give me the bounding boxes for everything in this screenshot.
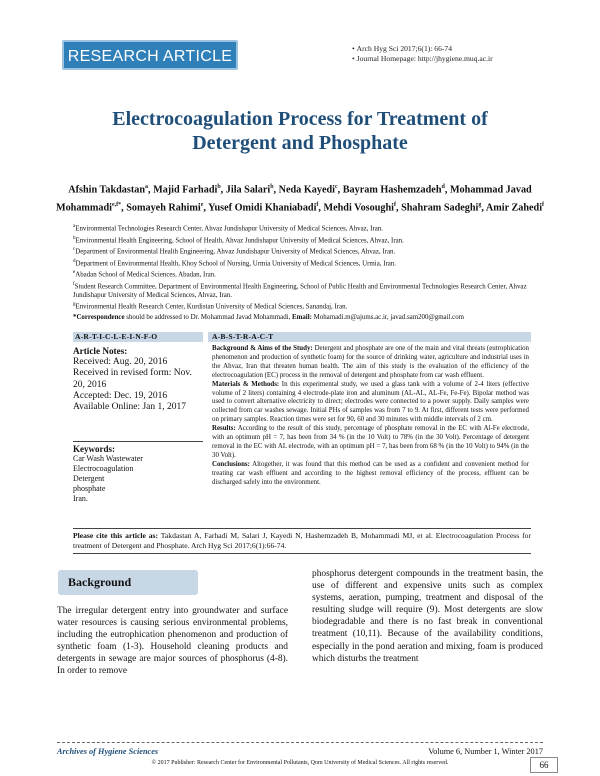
keyword: Car Wash Wastewater (73, 454, 143, 463)
footer-journal-name: Archives of Hygiene Sciences (57, 747, 159, 756)
divider (73, 528, 531, 529)
journal-info (352, 44, 493, 64)
abstract-body (212, 345, 529, 488)
affiliations (73, 222, 531, 312)
journal-citation: • Arch Hyg Sci 2017;6(1): 66-74 (352, 44, 493, 54)
citation-note: Please cite this article as: Takdastan A, Farhadi M, Salari J, Kayedi N, Hashemzadeh B, Mohammadi MJ, et al. Electrocoagulation Process for treatment of Detergent and Phosphate. Arch Hyg Sci 2017;6(1):66-74. (73, 531, 531, 550)
keyword: Electrocoagulation (73, 464, 134, 473)
footer-divider (57, 742, 543, 743)
article-info-header: A-R-T-I-C-L-E-I-N-F-O (73, 332, 203, 342)
author-list: Afshin Takdastan$^a$, Majid Farhadi$^b$, Jila Salari$^b$, Neda Kayedi$^c$, Bayram Hashemzadeh$^d$, Mohammad Javad Mohammadi$^{e,f*}$, Somayeh Rahimi$^e$, Yusef Omidi Khaniabadi$^f$, Mehdi Vosoughi$^f$, Shahram Sadeghi$^g$, Amir Zahedi$^f$ (55, 184, 545, 214)
keywords-heading: Keywords: (73, 444, 115, 454)
section-heading-background: Background (58, 570, 198, 595)
correspondence-email[interactable]: Mohamadi.m@ajums.ac.ir, javad.sam200@gmail.com (311, 314, 465, 321)
abstract-header: A-B-S-T-R-A-C-T (208, 332, 531, 342)
keyword: phosphate (73, 484, 106, 493)
affiliation: $^d$Department of Environmental Health, Khoy School of Nursing, Urmia University of Medical Sciences, Urmia, Iran. (73, 258, 397, 267)
article-title: Electrocoagulation Process for Treatment of Detergent and Phosphate (112, 108, 488, 154)
abstract-methods: Materials & Methods: In this experimental study, we used a glass tank with a volume of 2-4 liters (effective volume of 2 liters) containing 4 electrode-plate iron and aluminum (AL-AL, AL-Fe, Fe-Fe). Bipolar method was used to convert alternative electricity to direct; electrodes were connected to a power supply. Daily samples were collected from car washes sewage. Initial PHs of samples was from 7 to 9. At first, different tests were performed on primary samples. Reaction times were set for 90, 60 and 30 minutes with middle intervals of 2 cm. (212, 380, 529, 424)
notes-heading: Article Notes: (73, 346, 128, 356)
footer-copyright: © 2017 Publisher: Research Center for Environmental Pollutants, Qom University of Medical Sciences. All rights reserved. (151, 760, 449, 766)
footer-volume: Volume 6, Number 1, Winter 2017 (428, 747, 543, 756)
keywords (73, 444, 203, 504)
body-column-right: phosphorus detergent compounds in the treatment basin, the use of different and expensive units such as complex systems, aeration, pumping, treatment and disposal of the resulting sludge will require (9). Most detergents are slow biodegradable and there is no fast break in conventional treatment (10,11). Because of the availability conditions, especially in the pond aeration and mixing, foam is produced which disturbs the treatment (312, 569, 543, 664)
keyword: Iran. (73, 494, 88, 503)
note-accepted: Accepted: Dec. 19, 2016 (73, 390, 168, 401)
note-online: Available Online: Jan 1, 2017 (73, 402, 187, 413)
page-number: 66 (530, 757, 558, 773)
affiliation: $^c$Department of Environmental Health Engineering, Ahvaz Jundishapur University of Medical Sciences, Ahvaz, Iran. (73, 247, 396, 256)
affiliation: $^a$Environmental Technologies Research Center, Ahvaz Jundishapur University of Medical Sciences, Ahvaz, Iran. (73, 224, 383, 233)
research-article-banner: RESEARCH ARTICLE (62, 40, 238, 70)
article-notes (73, 346, 203, 413)
abstract-conclusions: Conclusions: Altogether, it was found that this method can be used as a confident and convenient method for treating car wash effluent and according to the highest removal efficiency of the process, effluent can be discharged safely into the environment. (212, 460, 529, 486)
affiliation: $^b$Environmental Health Engineering, School of Health, Ahvaz Jundishapur University of Medical Sciences, Ahvaz, Iran. (73, 235, 404, 244)
note-revised: Received in revised form: Nov. 20, 2016 (73, 368, 192, 390)
abstract-results: Results: According to the result of this study, percentage of phosphate removal in the EC with Al-Fe electrode, with an optimum pH = 7, has been from 34 % (in the 10 Volt) to 78% (in the 30 Volt). Percentage of detergent removal in the EC with AL electrode, with an optimum pH = 7, has been from 68 % (in the 10 Volt) to 94% (in the 30 Volt). (212, 425, 529, 459)
divider (73, 553, 531, 554)
correspondence: *Correspondence should be addressed to Dr. Mohammad Javad Mohammadi, Email: Mohamadi.m@ajums.ac.ir, javad.sam200@gmail.com (73, 314, 465, 321)
divider (73, 441, 203, 442)
affiliation: $^g$Environmental Health Research Center, Kurdistan University of Medical Sciences, Sanandaj, Iran. (73, 302, 348, 311)
abstract-background: Background & Aims of the Study: Detergent and phosphate are one of the main and vital threats (eutrophication phenomenon and production of synthetic foam) for the source of drinking water, agriculture and industrial uses in the Ahvaz, Iran that threaten human health. The aim of this study is the evaluation of the efficiency of the electrocoagulation (EC) process in the removal of detergent and phosphate from car wash effluent. (212, 345, 529, 379)
body-column-left: The irregular detergent entry into groundwater and surface water resources is causing serious environmental problems, including the eutrophication phenomenon and production of synthetic foam (1-3). Household cleaning products and detergents in sewage are major sources of phosphorus (4-8). In order to remove (57, 606, 288, 677)
affiliation: $^e$Abadan School of Medical Sciences, Abadan, Iran. (73, 270, 216, 279)
keyword: Detergent (73, 474, 105, 483)
affiliation: $^f$Student Research Committee, Department of Environmental Health Engineering, School of Public Health and Environmental Technologies Research Center, Ahvaz Jundishapur University of Medical Sciences, Ahvaz, Iran. (73, 281, 527, 299)
journal-homepage[interactable]: • Journal Homepage: http://jhygiene.muq.ac.ir (352, 54, 493, 64)
note-received: Received: Aug. 20, 2016 (73, 357, 168, 368)
